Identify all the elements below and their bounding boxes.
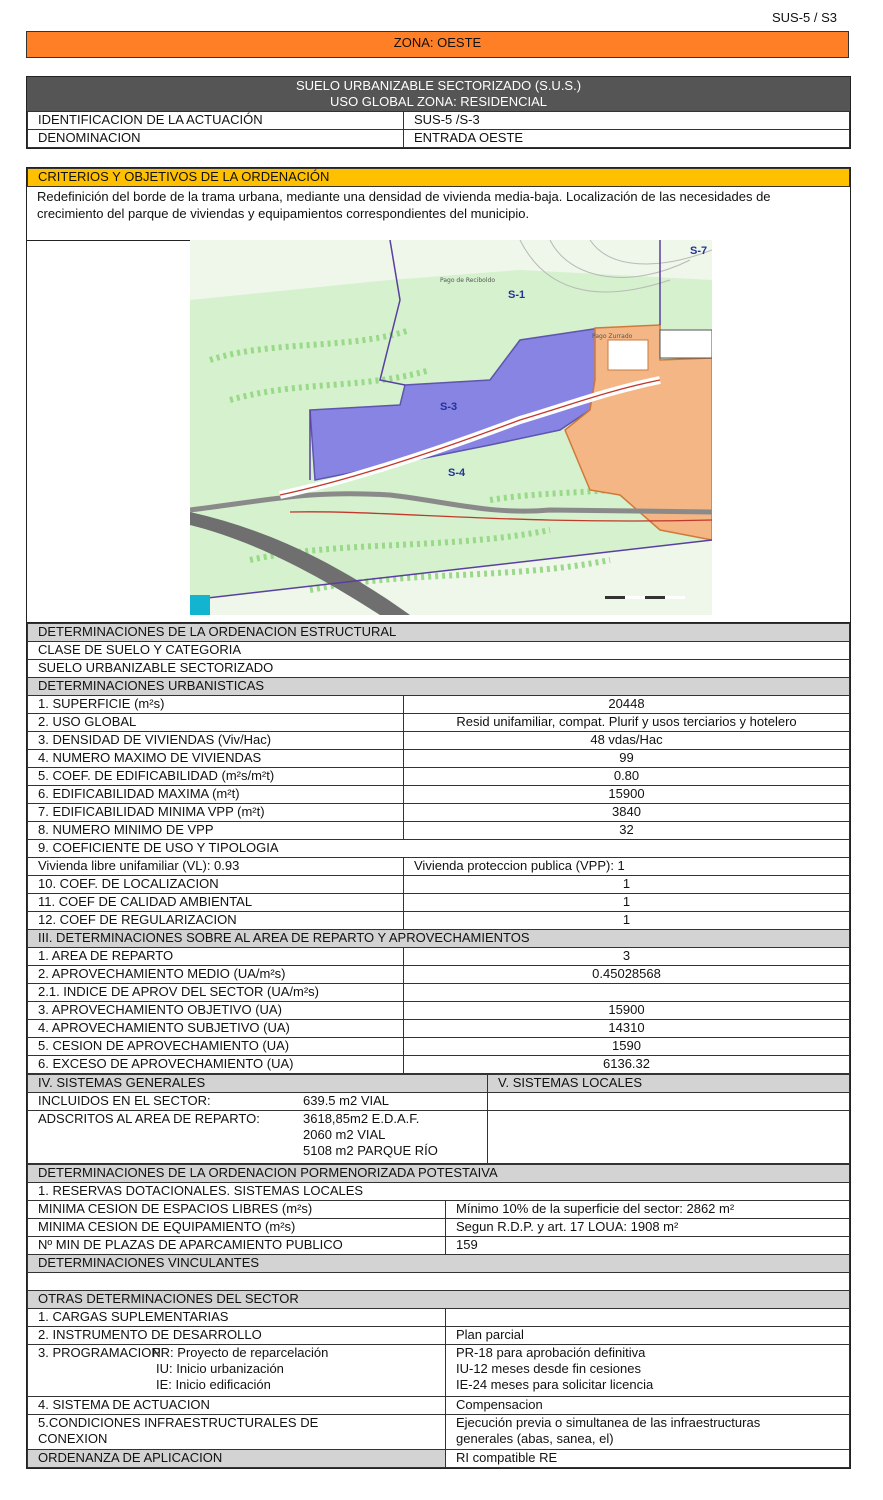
- row-value: Mínimo 10% de la superficie del sector: 2862 m²: [446, 1201, 850, 1219]
- row-value: [404, 984, 850, 1002]
- table-row: [28, 768, 850, 786]
- urban-block: [608, 340, 648, 370]
- row-label: DENOMINACION: [28, 130, 404, 148]
- scale-bar-segment: [625, 596, 645, 599]
- programming-item: PR: Proyecto de reparcelación: [152, 1345, 329, 1360]
- row-label: 2.1. INDICE DE APROV DEL SECTOR (UA/m²s): [28, 984, 404, 1002]
- programming-label: 3. PROGRAMACION:: [38, 1345, 165, 1360]
- local-systems-cell: [488, 1093, 850, 1111]
- table-row: [28, 1020, 850, 1038]
- local-systems-title: V. SISTEMAS LOCALES: [488, 1075, 850, 1093]
- location-map: [190, 240, 712, 615]
- table-row: [28, 1327, 850, 1345]
- row-label: 4. NUMERO MAXIMO DE VIVIENDAS: [28, 750, 404, 768]
- row-value: SUS-5 /S-3: [404, 112, 850, 130]
- row-label: 10. COEF. DE LOCALIZACION: [28, 876, 404, 894]
- section-title: DETERMINACIONES DE LA ORDENACION PORMENORIZADA POTESTAIVA: [28, 1165, 850, 1183]
- criteria-block: [26, 167, 851, 241]
- section-title: DETERMINACIONES DE LA ORDENACION ESTRUCTURAL: [28, 624, 850, 642]
- conditions-value-line: Ejecución previa o simultanea de las infraestructuras: [456, 1415, 761, 1430]
- table-row: [28, 1002, 850, 1020]
- table-row: [28, 1201, 850, 1219]
- row-value: 3: [404, 948, 850, 966]
- section-title: OTRAS DETERMINACIONES DEL SECTOR: [28, 1291, 850, 1309]
- row-value: 6136.32: [404, 1056, 850, 1074]
- row-label: 1. CARGAS SUPLEMENTARIAS: [28, 1309, 446, 1327]
- row-label: 1. SUPERFICIE (m²s): [28, 696, 404, 714]
- conditions-label-line: 5.CONDICIONES INFRAESTRUCTURALES DE: [38, 1415, 319, 1430]
- programming-items: [152, 1345, 328, 1393]
- row-label: MINIMA CESION DE EQUIPAMIENTO (m²s): [28, 1219, 446, 1237]
- row-value: 15900: [404, 1002, 850, 1020]
- row-label: 3. DENSIDAD DE VIVIENDAS (Viv/Hac): [28, 732, 404, 750]
- map-label-s1: S-1: [508, 289, 526, 301]
- row-value: RI compatible RE: [446, 1450, 850, 1468]
- table-row: [28, 1309, 850, 1327]
- table-row: [28, 876, 850, 894]
- general-systems-title: IV. SISTEMAS GENERALES: [28, 1075, 488, 1093]
- table-row: [28, 1237, 850, 1255]
- row-label: 11. COEF DE CALIDAD AMBIENTAL: [28, 894, 404, 912]
- row-value: 20448: [404, 696, 850, 714]
- row-value: SUELO URBANIZABLE SECTORIZADO: [28, 660, 850, 678]
- section-header: [28, 1075, 850, 1093]
- section-header: [28, 1165, 850, 1183]
- local-systems-cell: [488, 1111, 850, 1164]
- row-value: Plan parcial: [446, 1327, 850, 1345]
- table-row: [28, 696, 850, 714]
- row-label: 2. INSTRUMENTO DE DESARROLLO: [28, 1327, 446, 1345]
- map-place-name: Pago Zurrado: [592, 333, 633, 340]
- criteria-table: [27, 168, 850, 187]
- criteria-text: Redefinición del borde de la trama urbana, mediante una densidad de vivienda media-baja. Localización de las necesidades de crecimiento del parque de viviendas y equipamientos correspondientes del municipio.: [37, 189, 771, 221]
- row-value: 1: [404, 912, 850, 930]
- conditions-label: [28, 1415, 446, 1450]
- row-value: 0.80: [404, 768, 850, 786]
- table-row: [28, 786, 850, 804]
- row-value: 3840: [404, 804, 850, 822]
- title-header: [27, 77, 850, 111]
- identification-table: [27, 111, 850, 148]
- table-row: [28, 642, 850, 660]
- row-label: 2. APROVECHAMIENTO MEDIO (UA/m²s): [28, 966, 404, 984]
- table-row: [28, 804, 850, 822]
- programming-values: [446, 1345, 850, 1397]
- table-row: [28, 840, 850, 858]
- section-title: III. DETERMINACIONES SOBRE AL AREA DE REPARTO Y APROVECHAMIENTOS: [28, 930, 850, 948]
- row-value: 15900: [404, 786, 850, 804]
- row-label: 6. EXCESO DE APROVECHAMIENTO (UA): [28, 1056, 404, 1074]
- row-label: 8. NUMERO MINIMO DE VPP: [28, 822, 404, 840]
- programming-item: IE: Inicio edificación: [156, 1377, 271, 1392]
- row-value: 1: [404, 894, 850, 912]
- zone-banner: ZONA: OESTE: [26, 31, 849, 58]
- conditions-value: [446, 1415, 850, 1450]
- row-label: 4. APROVECHAMIENTO SUBJETIVO (UA): [28, 1020, 404, 1038]
- row-label: 5. CESION DE APROVECHAMIENTO (UA): [28, 1038, 404, 1056]
- map-frame: [26, 240, 851, 622]
- included-row: [28, 1093, 488, 1111]
- table-row: [28, 894, 850, 912]
- coef-vl: Vivienda libre unifamiliar (VL): 0.93: [28, 858, 404, 876]
- row-label: Nº MIN DE PLAZAS DE APARCAMIENTO PUBLICO: [28, 1237, 446, 1255]
- section-title: DETERMINACIONES VINCULANTES: [28, 1255, 850, 1273]
- table-row: [28, 130, 850, 148]
- table-row: [28, 732, 850, 750]
- coef-vpp: Vivienda proteccion publica (VPP): 1: [404, 858, 850, 876]
- row-label: 1. AREA DE REPARTO: [28, 948, 404, 966]
- row-label: MINIMA CESION DE ESPACIOS LIBRES (m²s): [28, 1201, 446, 1219]
- programming-item: IU: Inicio urbanización: [156, 1361, 284, 1376]
- programming-value: PR-18 para aprobación definitiva: [456, 1345, 646, 1360]
- row-label: ORDENANZA DE APLICACION: [28, 1450, 446, 1468]
- section-header: [28, 624, 850, 642]
- title-line-2: USO GLOBAL ZONA: RESIDENCIAL: [330, 94, 547, 109]
- row-value: 14310: [404, 1020, 850, 1038]
- table-row: [28, 822, 850, 840]
- table-row: [28, 112, 850, 130]
- programming-value: IE-24 meses para solicitar licencia: [456, 1377, 654, 1392]
- structural-block: [26, 622, 851, 1469]
- table-row: [28, 912, 850, 930]
- row-value: 48 vdas/Hac: [404, 732, 850, 750]
- title-line-1: SUELO URBANIZABLE SECTORIZADO (S.U.S.): [295, 78, 582, 93]
- conditions-label-line: CONEXION: [38, 1431, 108, 1446]
- row-label: 4. SISTEMA DE ACTUACION: [28, 1397, 446, 1415]
- ordinance-row: [28, 1450, 850, 1468]
- table-row: [28, 750, 850, 768]
- table-row: [28, 714, 850, 732]
- systems-table: [27, 1074, 850, 1164]
- included-value: 639.5 m2 VIAL: [303, 1093, 389, 1108]
- row-label: 5. COEF. DE EDIFICABILIDAD (m²s/m²t): [28, 768, 404, 786]
- structural-table: [27, 623, 850, 1074]
- table-row: [28, 858, 850, 876]
- map-label-s7: S-7: [690, 245, 708, 257]
- scale-bar-segment: [665, 596, 685, 599]
- section-header: [28, 1291, 850, 1309]
- row-value: 99: [404, 750, 850, 768]
- row-label: 9. COEFICIENTE DE USO Y TIPOLOGIA: [28, 840, 850, 858]
- row-value: Segun R.D.P. y art. 17 LOUA: 1908 m²: [446, 1219, 850, 1237]
- map-label-s4: S-4: [448, 467, 466, 479]
- row-label: IDENTIFICACION DE LA ACTUACIÓN: [28, 112, 404, 130]
- assigned-row: [28, 1111, 488, 1164]
- table-row: [28, 1056, 850, 1074]
- table-row: [28, 660, 850, 678]
- assigned-value: 3618,85m2 E.D.A.F.: [303, 1111, 420, 1126]
- map-label-s3: S-3: [440, 401, 458, 413]
- row-value: 0.45028568: [404, 966, 850, 984]
- criteria-title: CRITERIOS Y OBJETIVOS DE LA ORDENACIÓN: [28, 169, 850, 187]
- row-label: 12. COEF DE REGULARIZACION: [28, 912, 404, 930]
- table-row: [28, 948, 850, 966]
- assigned-values: [303, 1111, 438, 1159]
- table-row: [28, 1273, 850, 1291]
- table-row: [28, 1183, 850, 1201]
- programming-value: IU-12 meses desde fin cesiones: [456, 1361, 641, 1376]
- table-row: [28, 984, 850, 1002]
- table-row: [28, 1397, 850, 1415]
- row-label: 7. EDIFICABILIDAD MINIMA VPP (m²t): [28, 804, 404, 822]
- assigned-label: ADSCRITOS AL AREA DE REPARTO:: [38, 1111, 260, 1126]
- row-label: 3. APROVECHAMIENTO OBJETIVO (UA): [28, 1002, 404, 1020]
- sheet-code: SUS-5 / S3: [771, 10, 837, 25]
- section-title: DETERMINACIONES URBANISTICAS: [28, 678, 850, 696]
- urban-block: [660, 330, 712, 358]
- table-row: [28, 1038, 850, 1056]
- section-header: [28, 1255, 850, 1273]
- included-label: INCLUIDOS EN EL SECTOR:: [38, 1093, 211, 1108]
- table-row: [28, 1415, 850, 1450]
- row-value: [446, 1309, 850, 1327]
- row-value: ENTRADA OESTE: [404, 130, 850, 148]
- programming-cell: [28, 1345, 446, 1397]
- empty-row: [28, 1273, 850, 1291]
- criteria-header-row: [28, 169, 850, 187]
- row-value: Compensacion: [446, 1397, 850, 1415]
- row-label: CLASE DE SUELO Y CATEGORIA: [28, 642, 850, 660]
- row-label: 1. RESERVAS DOTACIONALES. SISTEMAS LOCALES: [28, 1183, 850, 1201]
- section-header: [28, 678, 850, 696]
- assigned-value: 5108 m2 PARQUE RÍO: [303, 1143, 438, 1158]
- table-row: [28, 1093, 850, 1111]
- assigned-value: 2060 m2 VIAL: [303, 1127, 386, 1142]
- title-block: [26, 76, 851, 149]
- row-label: 6. EDIFICABILIDAD MAXIMA (m²t): [28, 786, 404, 804]
- table-row: [28, 1345, 850, 1397]
- row-value: 32: [404, 822, 850, 840]
- table-row: [28, 1219, 850, 1237]
- row-value: 1590: [404, 1038, 850, 1056]
- map-place-name: Pago de Reciboldo: [440, 277, 496, 284]
- table-row: [28, 1111, 850, 1164]
- detailed-table: [27, 1164, 850, 1468]
- conditions-value-line: generales (abas, sanea, el): [456, 1431, 614, 1446]
- row-value: Resid unifamiliar, compat. Plurif y usos terciarios y hotelero: [404, 714, 850, 732]
- section-header: [28, 930, 850, 948]
- row-value: 159: [446, 1237, 850, 1255]
- table-row: [28, 966, 850, 984]
- row-label: 2. USO GLOBAL: [28, 714, 404, 732]
- row-value: 1: [404, 876, 850, 894]
- water-area: [190, 595, 210, 615]
